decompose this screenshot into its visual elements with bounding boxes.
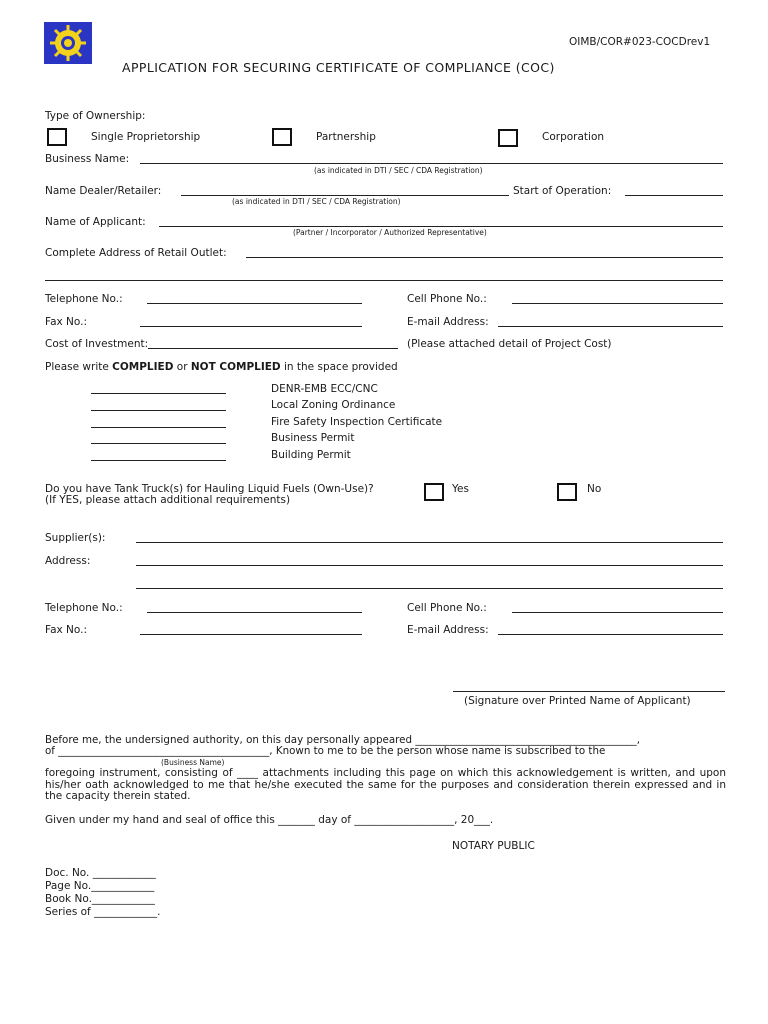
supplier-email-label: E-mail Address: [407, 624, 489, 636]
outlet-address-field-2[interactable] [45, 280, 723, 281]
compliance-field-fire[interactable] [91, 427, 226, 428]
start-operation-label: Start of Operation: [513, 185, 612, 197]
email-label: E-mail Address: [407, 316, 489, 328]
instr-post: in the space provided [284, 361, 398, 373]
supplier-address-field-2[interactable] [136, 588, 723, 589]
cell-label: Cell Phone No.: [407, 293, 487, 305]
supplier-fax-label: Fax No.: [45, 624, 88, 636]
fax-label: Fax No.: [45, 316, 88, 328]
form-code: OIMB/COR#023-COCDrev1 [569, 36, 711, 48]
supplier-address-field[interactable] [136, 565, 723, 566]
start-operation-field[interactable] [625, 195, 723, 196]
doc-no: Doc. No. ____________ [45, 867, 156, 879]
notary-line-1: Before me, the undersigned authority, on this day personally appeared ___________________________________________, [45, 734, 640, 746]
dealer-note: (as indicated in DTI / SEC / CDA Registration) [232, 197, 401, 206]
cost-note: (Please attached detail of Project Cost) [407, 338, 612, 350]
supplier-field[interactable] [136, 542, 723, 543]
checkbox-tank-no[interactable] [557, 483, 577, 501]
agency-logo [44, 22, 92, 64]
applicant-label: Name of Applicant: [45, 216, 146, 228]
instr-not-complied: NOT COMPLIED [190, 361, 281, 373]
supplier-telephone-label: Telephone No.: [45, 602, 123, 614]
business-name-label: Business Name: [45, 153, 130, 165]
checkbox-tank-yes[interactable] [424, 483, 444, 501]
tank-question: Do you have Tank Truck(s) for Hauling Liquid Fuels (Own-Use)? [45, 483, 374, 495]
ownership-label: Type of Ownership: [45, 110, 146, 122]
notary-line-2: of _________________________________________, Known to me to be the person whose name is subscribed to the [45, 745, 606, 757]
cost-label: Cost of Investment: [45, 338, 149, 350]
supplier-telephone-field[interactable] [147, 612, 362, 613]
cost-field[interactable] [148, 348, 398, 349]
tank-no-label: No [587, 483, 602, 495]
business-name-field[interactable] [140, 163, 723, 164]
supplier-label: Supplier(s): [45, 532, 106, 544]
option-partnership: Partnership [316, 131, 376, 143]
page-no: Page No.____________ [45, 880, 155, 892]
compliance-field-ecc[interactable] [91, 393, 226, 394]
tank-note: (If YES, please attach additional requirements) [45, 494, 291, 506]
instr-or: or [176, 361, 188, 373]
dealer-field[interactable] [181, 195, 509, 196]
tank-yes-label: Yes [452, 483, 469, 495]
notary-public-label: NOTARY PUBLIC [452, 840, 535, 852]
outlet-address-label: Complete Address of Retail Outlet: [45, 247, 227, 259]
checkbox-partnership[interactable] [272, 128, 292, 146]
email-field[interactable] [498, 326, 723, 327]
dealer-label: Name Dealer/Retailer: [45, 185, 162, 197]
supplier-cell-field[interactable] [512, 612, 723, 613]
supplier-email-field[interactable] [498, 634, 723, 635]
business-name-note: (as indicated in DTI / SEC / CDA Registration) [314, 166, 483, 175]
compliance-item-zoning: Local Zoning Ordinance [271, 399, 396, 411]
option-corporation: Corporation [542, 131, 605, 143]
telephone-field[interactable] [147, 303, 362, 304]
supplier-cell-label: Cell Phone No.: [407, 602, 487, 614]
telephone-label: Telephone No.: [45, 293, 123, 305]
applicant-note: (Partner / Incorporator / Authorized Representative) [293, 228, 487, 237]
compliance-item-business-permit: Business Permit [271, 432, 355, 444]
applicant-field[interactable] [159, 226, 723, 227]
series-of: Series of ____________. [45, 906, 161, 918]
compliance-item-ecc: DENR-EMB ECC/CNC [271, 383, 378, 395]
outlet-address-field[interactable] [246, 257, 723, 258]
book-no: Book No.____________ [45, 893, 155, 905]
compliance-field-business-permit[interactable] [91, 443, 226, 444]
compliance-item-fire: Fire Safety Inspection Certificate [271, 416, 443, 428]
signature-field[interactable] [453, 691, 725, 692]
business-name-caption: (Business Name) [161, 758, 225, 767]
compliance-instruction [45, 361, 398, 373]
form-title: APPLICATION FOR SECURING CERTIFICATE OF COMPLIANCE (COC) [122, 60, 555, 75]
checkbox-corporation[interactable] [498, 129, 518, 147]
instr-pre: Please write [45, 361, 109, 373]
compliance-item-building-permit: Building Permit [271, 449, 351, 461]
instr-complied: COMPLIED [112, 361, 174, 373]
notary-given: Given under my hand and seal of office this _______ day of ___________________, 20___. [45, 814, 494, 826]
checkbox-single-proprietorship[interactable] [47, 128, 67, 146]
fax-field[interactable] [140, 326, 362, 327]
cell-field[interactable] [512, 303, 723, 304]
compliance-field-zoning[interactable] [91, 410, 226, 411]
supplier-fax-field[interactable] [140, 634, 362, 635]
supplier-address-label: Address: [45, 555, 91, 567]
notary-paragraph: foregoing instrument, consisting of ____ attachments including this page on which this acknowledgement is written, and upon his/her oath acknowledged to me that he/she executed the same for the purposes and consideration therein expressed and in the capacity therein stated. [45, 767, 726, 802]
compliance-field-building-permit[interactable] [91, 460, 226, 461]
signature-label: (Signature over Printed Name of Applicant) [464, 695, 691, 707]
option-single-proprietorship: Single Proprietorship [91, 131, 201, 143]
